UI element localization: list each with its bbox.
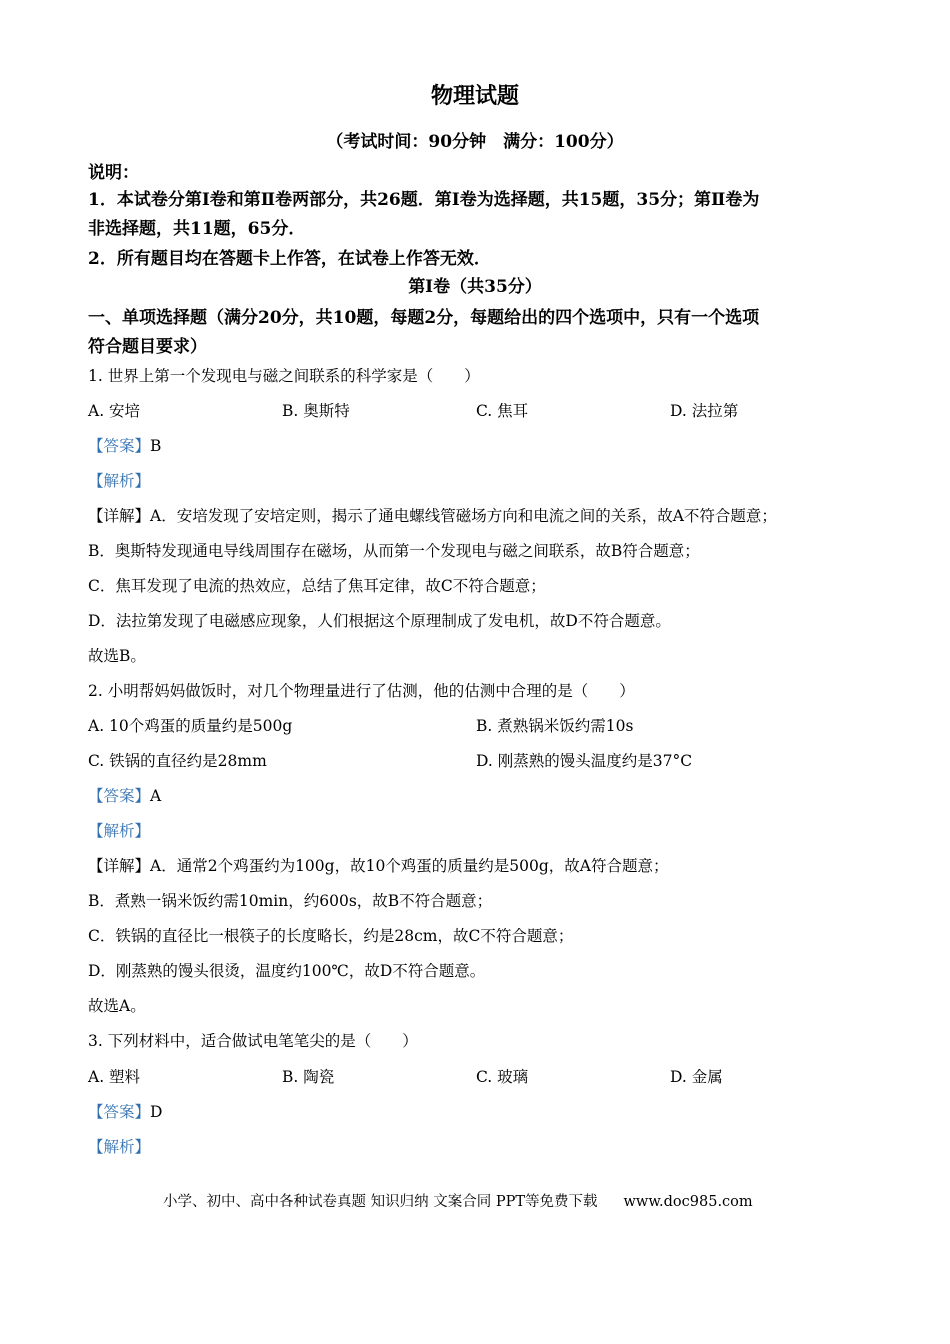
q2-option-c: C. 铁锅的直径约是28mm [88,752,267,770]
notes-line-2: 2．所有题目均在答题卡上作答，在试卷上作答无效． [88,249,491,269]
exam-info: （考试时间：90分钟 满分：100分） [326,132,624,152]
q2-detail-3: C．铁锅的直径比一根筷子的长度略长，约是28cm，故C不符合题意； [88,927,574,945]
q2-analysis-tag: 【解析】 [88,822,151,840]
notes-line-1a: 1．本试卷分第Ⅰ卷和第Ⅱ卷两部分，共26题．第Ⅰ卷为选择题，共15题，35分；第Ⅱ卷为 [88,190,760,210]
q2-conclusion: 故选A。 [88,997,146,1015]
page-title: 物理试题 [430,83,519,109]
answer-value: B [150,437,162,455]
page-footer [163,1192,753,1212]
q1-analysis-tag: 【解析】 [88,472,151,490]
part-heading-a: 一、单项选择题（满分20分，共10题，每题2分，每题给出的四个选项中，只有一个选项 [88,308,760,328]
q3-option-d: D. 金属 [670,1068,723,1086]
q2-option-b: B. 煮熟锅米饭约需10s [476,717,634,735]
detail-text: A．通常2个鸡蛋约为100g，故10个鸡蛋的质量约是500g，故A符合题意； [150,857,669,875]
q3-analysis-tag: 【解析】 [88,1138,151,1156]
q1-stem: 1. 世界上第一个发现电与磁之间联系的科学家是（ ） [88,367,480,385]
q2-option-a: A. 10个鸡蛋的质量约是500g [88,717,293,735]
q2-detail-4: D．刚蒸熟的馒头很烫，温度约100℃，故D不符合题意。 [88,962,486,980]
q1-detail-4: D．法拉第发现了电磁感应现象，人们根据这个原理制成了发电机，故D不符合题意。 [88,612,671,630]
notes-line-1b: 非选择题，共11题，65分． [88,219,306,239]
answer-value: D [150,1103,163,1121]
notes-heading: 说明： [88,163,139,183]
answer-tag: 【答案】 [88,437,151,455]
q2-option-d: D. 刚蒸熟的馒头温度约是37°C [476,752,693,770]
q3-option-b: B. 陶瓷 [282,1068,335,1086]
q3-option-a: A. 塑料 [88,1068,141,1086]
q3-stem: 3. 下列材料中，适合做试电笔笔尖的是（ ） [88,1032,418,1050]
q2-detail-2: B．煮熟一锅米饭约需10min，约600s，故B不符合题意； [88,892,493,910]
q1-conclusion: 故选B。 [88,647,146,665]
section-title: 第Ⅰ卷（共35分） [408,277,542,297]
q2-stem: 2. 小明帮妈妈做饭时，对几个物理量进行了估测，他的估测中合理的是（ ） [88,682,635,700]
q1-detail-2: B．奥斯特发现通电导线周围存在磁场，从而第一个发现电与磁之间联系，故B符合题意； [88,542,700,560]
q1-option-a: A. 安培 [88,402,141,420]
detail-text: A．安培发现了安培定则，揭示了通电螺线管磁场方向和电流之间的关系，故A不符合题意； [150,507,777,525]
q3-answer [88,1102,162,1122]
q1-option-b: B. 奥斯特 [282,402,350,420]
answer-tag: 【答案】 [88,1103,151,1121]
q1-detail-1 [88,506,777,526]
detail-tag: 【详解】 [88,507,151,525]
q2-answer [88,786,161,806]
q3-option-c: C. 玻璃 [476,1068,529,1086]
q2-detail-1 [88,856,669,876]
answer-value: A [150,787,162,805]
footer-text: 小学、初中、高中各种试卷真题 知识归纳 文案合同 PPT等免费下载 [163,1194,598,1210]
q1-option-d: D. 法拉第 [670,402,739,420]
q1-answer [88,436,161,456]
answer-tag: 【答案】 [88,787,151,805]
q1-option-c: C. 焦耳 [476,402,529,420]
q1-detail-3: C．焦耳发现了电流的热效应，总结了焦耳定律，故C不符合题意； [88,577,546,595]
footer-url[interactable]: www.doc985.com [623,1194,753,1210]
detail-tag: 【详解】 [88,857,151,875]
part-heading-b: 符合题目要求） [88,337,207,357]
